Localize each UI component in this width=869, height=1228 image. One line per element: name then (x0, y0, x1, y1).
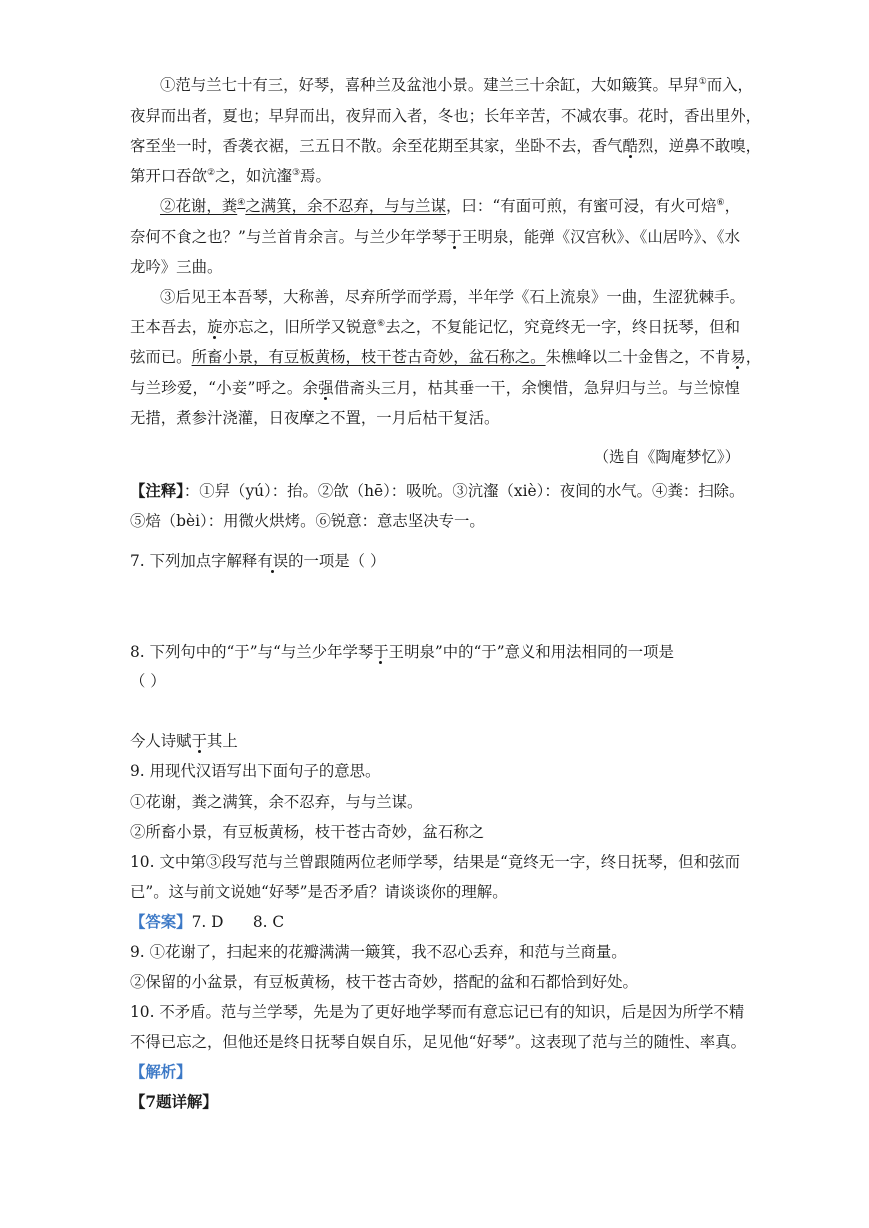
q10-stem-line2: 已”。这与前文说她“好琴”是否矛盾？请谈谈你的理解。 (130, 883, 508, 901)
footnote-ref: ④ (237, 197, 246, 208)
dotted-char: 于 (373, 643, 389, 661)
passage-p1-line1: ①范与兰七十有三，好琴，喜种兰及盆池小景。建兰三十余缸，大如簸箕。早舁①而入， (160, 76, 753, 94)
answer-q7-q8: 【答案】7. D 8. C (130, 913, 285, 931)
passage-p3-line5: 无措，煮参汁浇灌，日夜摩之不置，一月后枯干复活。 (130, 409, 500, 427)
analysis-label: 【解析】 (130, 1063, 192, 1081)
dotted-char: 有误 (257, 552, 289, 570)
dotted-char: 旋 (207, 318, 223, 336)
detail-label-q7: 【7题详解】 (130, 1093, 218, 1111)
passage-p2-line1: ②花谢，粪④之满箕，余不忍弃，与与兰谋，曰：“有面可煎，有蜜可浸，有火可焙⑥， (160, 197, 740, 215)
answer-label: 【答案】 (130, 913, 192, 931)
answer-q9-line1: 9. ①花谢了，扫起来的花瓣满满一簸箕，我不忍心丢弃，和范与兰商量。 (130, 943, 627, 961)
passage-p2-line3: 龙吟》三曲。 (130, 258, 223, 276)
answer-q9-line2: ②保留的小盆景，有豆板黄杨，枝干苍古奇妙，搭配的盆和石都恰到好处。 (130, 973, 638, 991)
answer-q10-line2: 不得已忘之，但他还是终日抚琴自娱自乐，足见他“好琴”。这表现了范与兰的随性、率真。 (130, 1033, 746, 1051)
passage-p1-line4: 第开口吞欱②之，如沆瀣③焉。 (130, 167, 331, 185)
q7-stem: 7. 下列加点字解释有误的一项是（ ） (130, 552, 386, 570)
dotted-char: 强 (318, 379, 334, 397)
footnote-ref: ⑥ (716, 197, 725, 208)
footnote-ref: ⑥ (376, 318, 386, 329)
q9-sentence2: ②所畜小景，有豆板黄杨，枝干苍古奇妙，盆石称之 (130, 823, 484, 841)
notes-line2: ⑤焙（bèi）：用微火烘烤。⑥锐意：意志坚决专一。 (130, 512, 485, 530)
dotted-char: 易 (730, 348, 746, 366)
q9-stem: 9. 用现代汉语写出下面句子的意思。 (130, 762, 381, 780)
answer-q10-line1: 10. 不矛盾。范与兰学琴，先是为了更好地学琴而有意忘记已有的知识，后是因为所学不精 (130, 1003, 745, 1021)
notes-label: 【注释】 (130, 482, 184, 500)
passage-p1-line3: 客至坐一时，香袭衣裾，三五日不散。余至花期至其家，坐卧不去，香气酷烈，逆鼻不敢嗅， (130, 137, 762, 155)
passage-p3-line3: 弦而已。所畜小景，有豆板黄杨，枝干苍古奇妙，盆石称之。朱樵峰以二十金售之，不肯易， (130, 348, 762, 366)
q8-option-d-cont: 今人诗赋于其上 (130, 732, 238, 750)
passage-source: （选自《陶庵梦忆》） (593, 448, 740, 466)
dotted-char: 酷 (622, 137, 638, 155)
dotted-char: 于 (446, 228, 463, 246)
passage-p2-line2: 奈何不食之也？”与兰首肯余言。与兰少年学琴于王明泉，能弹《汉宫秋》、《山居吟》、《水 (130, 228, 740, 246)
footnote-ref: ③ (292, 167, 301, 178)
q10-stem-line1: 10. 文中第③段写范与兰曾跟随两位老师学琴，结果是“竟终无一字，终日抚琴，但和弦而 (130, 853, 740, 871)
q8-stem-paren: （ ） (130, 672, 166, 690)
q9-sentence1: ①花谢，粪之满箕，余不忍弃，与与兰谋。 (130, 793, 423, 811)
passage-p3-line4: 与兰珍爱，“小妾”呼之。余强借斋头三月，枯其垂一干，余懊惜，急舁归与兰。与兰惊惶 (130, 379, 740, 397)
passage-p3-line1: ③后见王本吾琴，大称善，尽弃所学而学焉，半年学《石上流泉》一曲，生涩犹棘手。 (160, 288, 745, 306)
notes-line1: 【注释】：①舁（yú）：抬。②欱（hē）：吸吮。③沆瀣（xiè）：夜间的水气。④粪：扫除。 (130, 482, 745, 500)
footnote-ref: ② (206, 167, 216, 178)
q8-stem: 8. 下列句中的“于”与“与兰少年学琴于王明泉”中的“于”意义和用法相同的一项是 (130, 643, 674, 661)
footnote-ref: ① (698, 76, 707, 87)
passage-p1-line2: 夜舁而出者，夏也；早舁而出，夜舁而入者，冬也；长年辛苦，不减农事。花时，香出里外， (130, 107, 762, 125)
passage-p3-line2: 王本吾去，旋亦忘之，旧所学又锐意⑥去之，不复能记忆，究竟终无一字，终日抚琴，但和 (130, 318, 740, 336)
